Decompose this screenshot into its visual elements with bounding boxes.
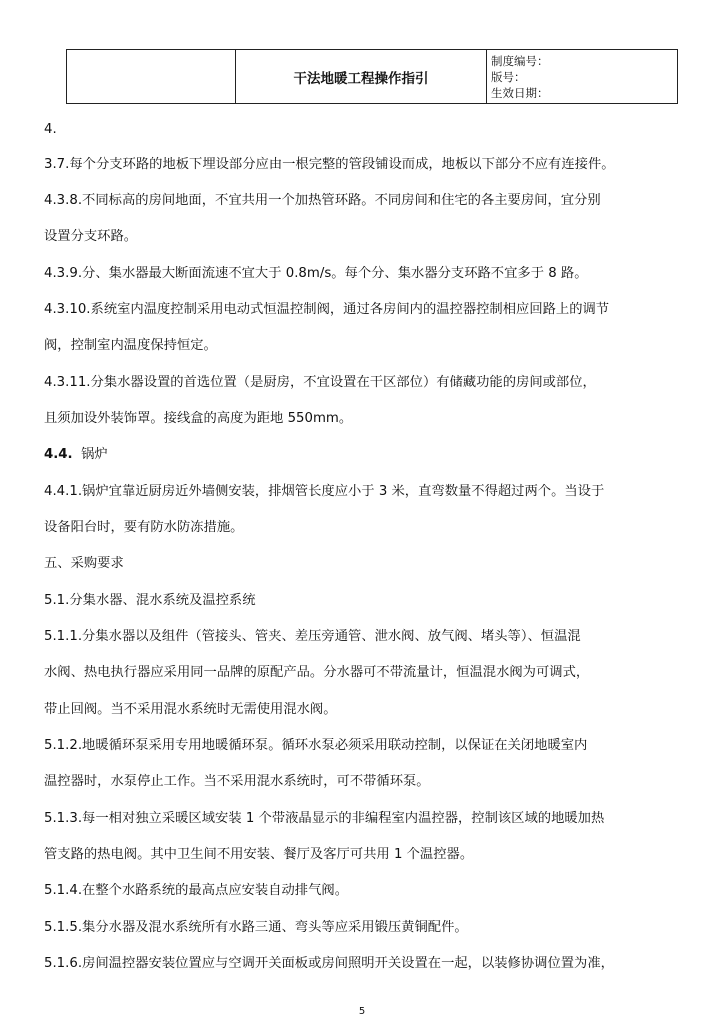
- text-line: 设置分支环路。: [44, 229, 138, 244]
- text-line: 4.4.1.锅炉宜靠近厨房近外墙侧安装，排烟管长度应小于 3 米，直弯数量不得超过两个。当设于: [44, 484, 605, 499]
- header-fields-cell: [487, 50, 678, 104]
- text-line: 5.1.4.在整个水路系统的最高点应安装自动排气阀。: [44, 883, 348, 898]
- text-line: 阀，控制室内温度保持恒定。: [44, 338, 217, 353]
- text-line: 5.1.2.地暖循环泵采用专用地暖循环泵。循环水泵必须采用联动控制，以保证在关闭地暖室内: [44, 738, 588, 753]
- text-line: 5.1.5.集分水器及混水系统所有水路三通、弯头等应采用锻压黄铜配件。: [44, 920, 468, 935]
- text-line: 4.: [44, 122, 57, 137]
- text-line: 3.7.每个分支环路的地板下埋设部分应由一根完整的管段铺设而成，地板以下部分不应有连接件。: [44, 157, 615, 172]
- field-policy-number: 制度编号：: [491, 53, 549, 68]
- text-line: 温控器时，水泵停止工作。当不采用混水系统时，可不带循环泵。: [44, 774, 430, 789]
- section-number: 4.4.: [44, 447, 73, 462]
- header-logo-cell: [67, 50, 236, 104]
- section-title: 锅炉: [81, 447, 108, 462]
- text-line: 4.3.10.系统室内温度控制采用电动式恒温控制阀，通过各房间内的温控器控制相应回路上的调节: [44, 302, 610, 317]
- page-number: 5: [358, 1006, 366, 1017]
- section-heading: [44, 445, 684, 465]
- field-version: 版号：: [491, 69, 526, 84]
- document-header-table: [66, 49, 678, 104]
- text-line: 5.1.6.房间温控器安装位置应与空调开关面板或房间照明开关设置在一起，以装修协调位置为准，: [44, 956, 614, 971]
- text-line: 水阀、热电执行器应采用同一品牌的原配产品。分水器可不带流量计，恒温混水阀为可调式，: [44, 665, 590, 680]
- subsection-heading: 5.1.分集水器、混水系统及温控系统: [44, 593, 256, 608]
- text-line: 4.3.8.不同标高的房间地面，不宜共用一个加热管环路。不同房间和住宅的各主要房间，宜分别: [44, 193, 601, 208]
- field-effective-date: 生效日期：: [491, 85, 549, 100]
- text-line: 带止回阀。当不采用混水系统时无需使用混水阀。: [44, 702, 337, 717]
- text-line: 4.3.9.分、集水器最大断面流速不宜大于 0.8m/s。每个分、集水器分支环路不宜多于 8 路。: [44, 266, 588, 281]
- text-line: 管支路的热电阀。其中卫生间不用安装、餐厅及客厅可共用 1 个温控器。: [44, 847, 474, 862]
- text-line: 5.1.1.分集水器以及组件（管接头、管夹、差压旁通管、泄水阀、放气阀、堵头等）、恒温混: [44, 629, 581, 644]
- text-line: 5.1.3.每一相对独立采暖区域安装 1 个带液晶显示的非编程室内温控器，控制该区域的地暖加热: [44, 811, 605, 826]
- chapter-heading: 五、采购要求: [44, 556, 124, 571]
- text-line: 设备阳台时，要有防水防冻措施。: [44, 520, 244, 535]
- text-line: 4.3.11.分集水器设置的首选位置（是厨房，不宜设置在干区部位）有储藏功能的房间或部位，: [44, 375, 596, 390]
- document-title: 干法地暖工程操作指引: [236, 50, 487, 104]
- text-line: 且须加设外装饰罩。接线盒的高度为距地 550mm。: [44, 411, 353, 426]
